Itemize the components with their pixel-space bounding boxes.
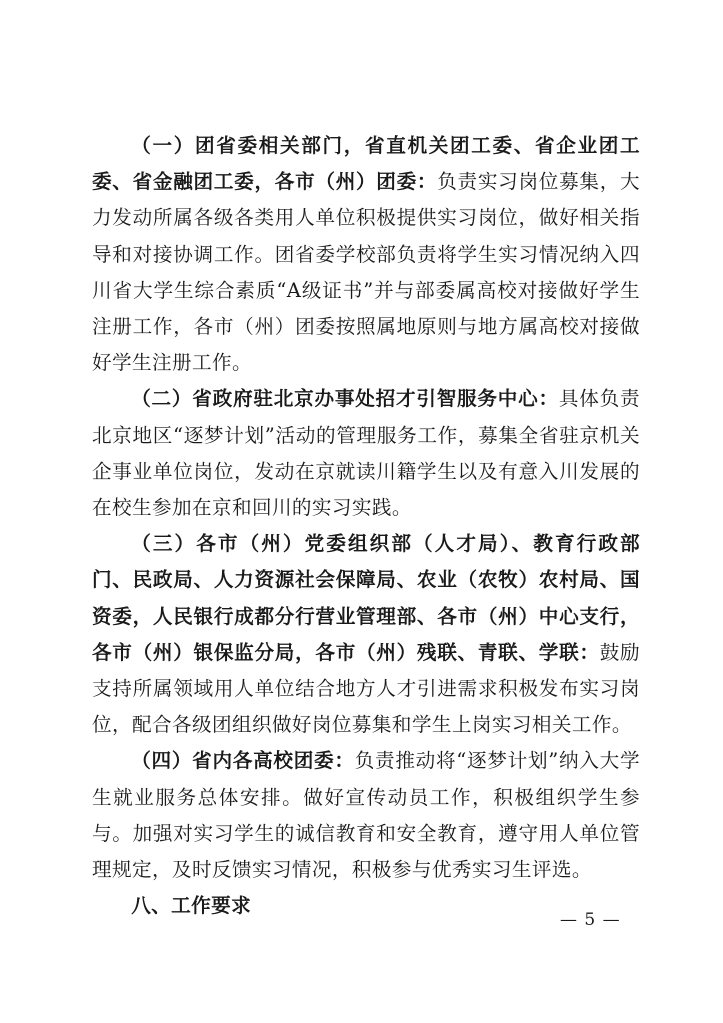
document-body (92, 128, 640, 924)
paragraph-2-body: 具体负责北京地区“逐梦计划”活动的管理服务工作，募集全省驻京机关企事业单位岗位，发动在京就读川籍学生以及有意入川发展的在校生参加在京和回川的实习实践。 (92, 387, 640, 520)
paragraph-3-lead: （三）各市（州）党委组织部（人才局）、教育行政部门、民政局、人力资源社会保障局、农业（农牧）农村局、国资委，人民银行成都分行营业管理部、各市（州）中心支行，各市（州）银保监分局，各市（州）残联、青联、学联： (92, 532, 640, 664)
paragraph-1 (92, 128, 640, 381)
paragraph-3 (92, 526, 640, 743)
paragraph-3-body: 鼓励支持所属领域用人单位结合地方人才引进需求积极发布实习岗位，配合各级团组织做好岗位募集和学生上岗实习相关工作。 (92, 640, 640, 737)
paragraph-4-body: 负责推动将“逐梦计划”纳入大学生就业服务总体安排。做好宣传动员工作，积极组织学生参与。加强对实习学生的诚信教育和安全教育，遵守用人单位管理规定，及时反馈实习情况，积极参与优秀实习生评选。 (92, 749, 640, 882)
section-heading: 八、工作要求 (131, 894, 252, 918)
paragraph-1-body: 负责实习岗位募集，大力发动所属各级各类用人单位积极提供实习岗位，做好相关指导和对接协调工作。团省委学校部负责将学生实习情况纳入四川省大学生综合素质“A级证书”并与部委属高校对接做好学生注册工作，各市（州）团委按照属地原则与地方属高校对接做好学生注册工作。 (92, 170, 640, 375)
paragraph-4-lead: （四）省内各高校团委： (131, 749, 355, 773)
paragraph-2 (92, 381, 640, 526)
paragraph-2-lead: （二）省政府驻北京办事处招才引智服务中心： (131, 387, 559, 411)
paragraph-1-lead: （一）团省委相关部门，省直机关团工委、省企业团工委、省金融团工委，各市（州）团委： (92, 134, 640, 194)
paragraph-4 (92, 743, 640, 888)
page-number: — 5 — (560, 910, 621, 930)
